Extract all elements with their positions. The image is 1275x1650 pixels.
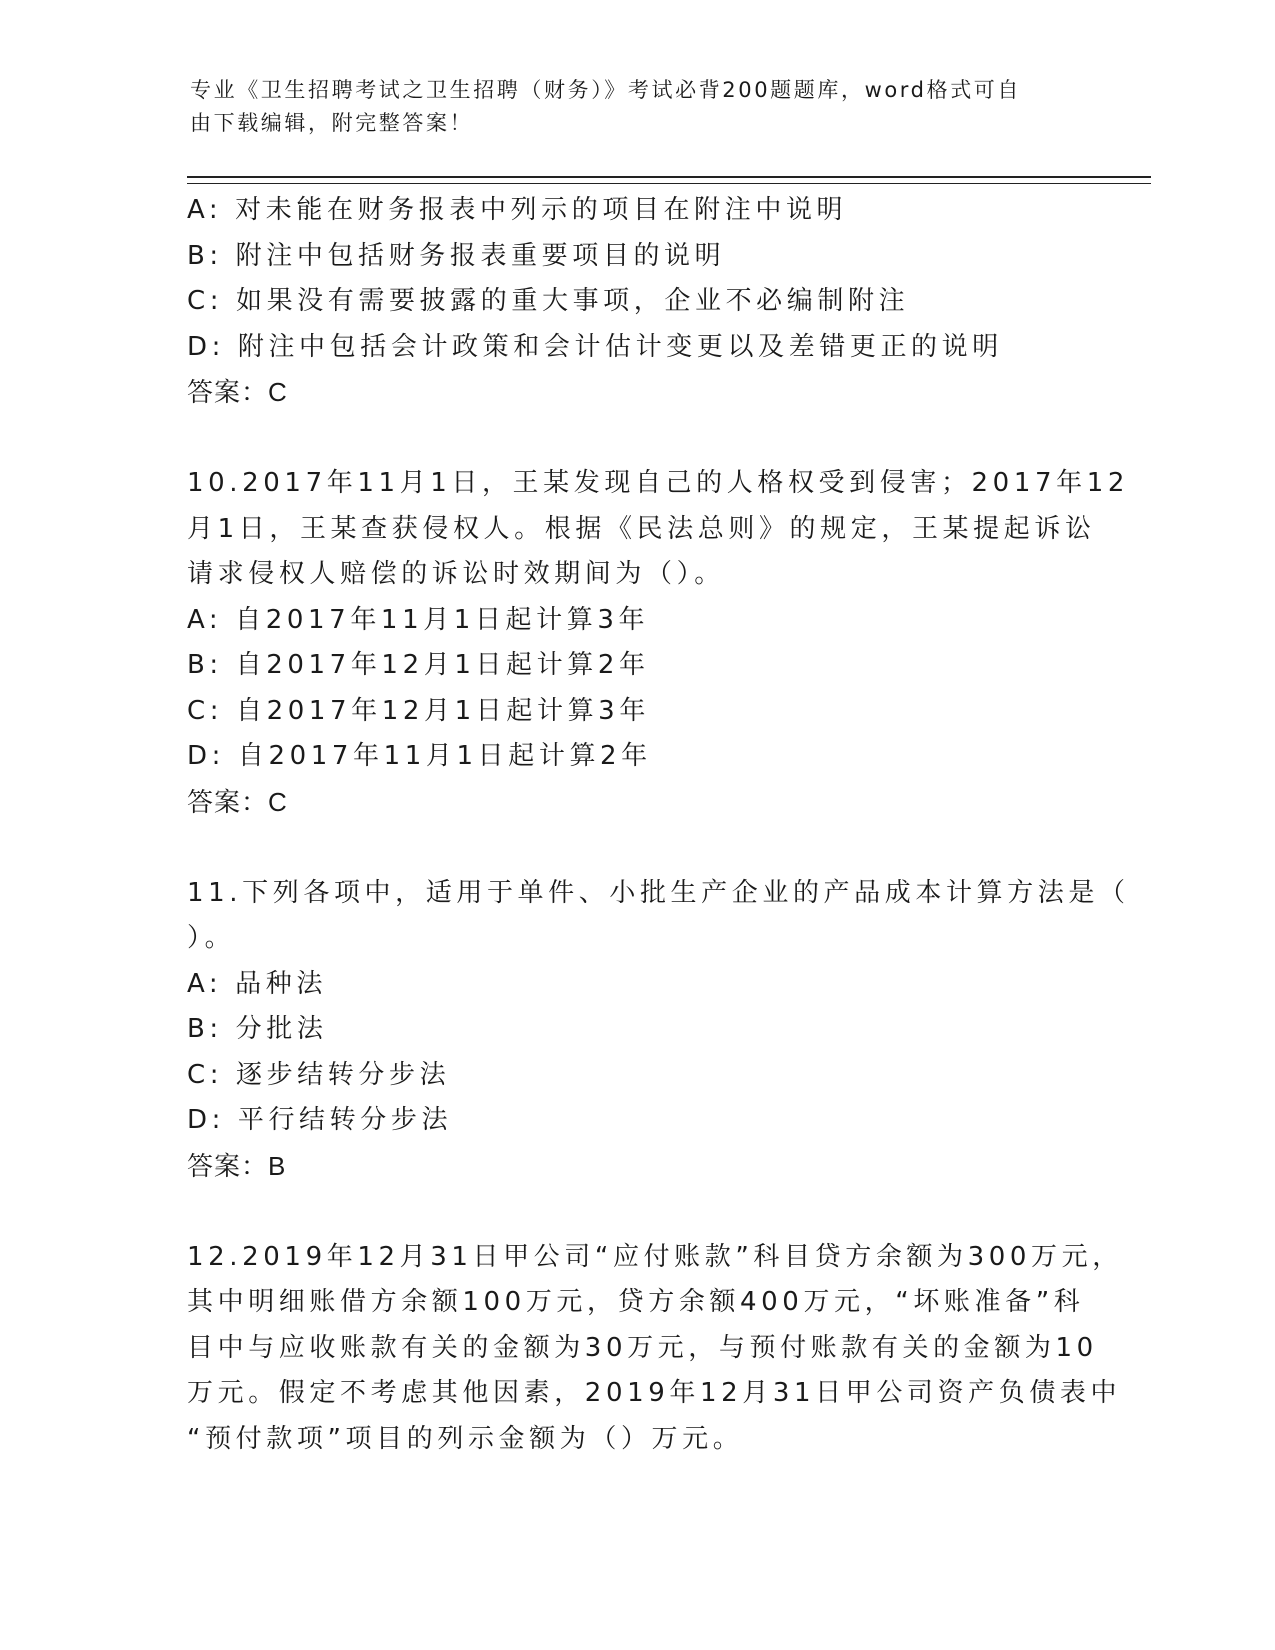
question-stem-line: 10.2017年11月1日，王某发现自己的人格权受到侵害；2017年12: [187, 468, 1129, 498]
question-stem-line: 目中与应收账款有关的金额为30万元，与预付账款有关的金额为10: [187, 1332, 1098, 1363]
header-divider-thin: [187, 183, 1151, 184]
question-stem-line: ）。: [187, 923, 236, 953]
spacer: [187, 1189, 1087, 1235]
answer: 答案：C: [187, 377, 288, 407]
question-stem-line: 月1日，王某查获侵权人。根据《民法总则》的规定，王某提起诉讼: [187, 513, 1096, 544]
question-stem-line: “预付款项”项目的列示金额为（）万元。: [187, 1423, 744, 1454]
question-10: [187, 461, 1129, 825]
answer: 答案：C: [187, 786, 288, 817]
question-list: [187, 188, 1130, 1462]
spacer: [187, 416, 1087, 462]
question-stem-line: 请求侵权人赔偿的诉讼时效期间为（）。: [187, 559, 725, 589]
question-stem-line: 其中明细账借方余额100万元，贷方余额400万元，“坏账准备”科: [187, 1287, 1085, 1317]
option-d: D: 平行结转分步法: [187, 1105, 453, 1135]
question-9: [187, 188, 1087, 416]
option-c: C: 如果没有需要披露的重大事项，企业不必编制附注: [187, 286, 910, 316]
question-stem-line: 11.下列各项中，适用于单件、小批生产企业的产品成本计算方法是（: [187, 877, 1130, 908]
document-header: [190, 74, 1070, 140]
option-d: D: 附注中包括会计政策和会计估计变更以及差错更正的说明: [187, 331, 1003, 362]
header-divider-thick: [187, 176, 1151, 178]
question-11: [187, 871, 1130, 1190]
spacer: [187, 825, 1087, 871]
option-a: A: 对未能在财务报表中列示的项目在附注中说明: [187, 195, 848, 225]
option-b: B: 自2017年12月1日起计算2年: [187, 650, 650, 680]
header-line-1: 专业《卫生招聘考试之卫生招聘（财务）》考试必背200题题库，word格式可自: [190, 78, 1021, 102]
option-a: A: 品种法: [187, 968, 327, 999]
option-b: B: 分批法: [187, 1014, 328, 1044]
question-stem-line: 12.2019年12月31日甲公司“应付账款”科目贷方余额为300万元，: [187, 1241, 1123, 1272]
option-a: A: 自2017年11月1日起计算3年: [187, 604, 650, 635]
option-b: B: 附注中包括财务报表重要项目的说明: [187, 240, 726, 271]
option-c: C: 逐步结转分步法: [187, 1059, 451, 1090]
answer: 答案：B: [187, 1150, 287, 1181]
header-line-2: 由下载编辑，附完整答案！: [190, 111, 474, 135]
question-12: [187, 1235, 1123, 1463]
question-stem-line: 万元。假定不考虑其他因素，2019年12月31日甲公司资产负债表中: [187, 1378, 1122, 1408]
option-d: D: 自2017年11月1日起计算2年: [187, 741, 652, 771]
option-c: C: 自2017年12月1日起计算3年: [187, 695, 650, 726]
